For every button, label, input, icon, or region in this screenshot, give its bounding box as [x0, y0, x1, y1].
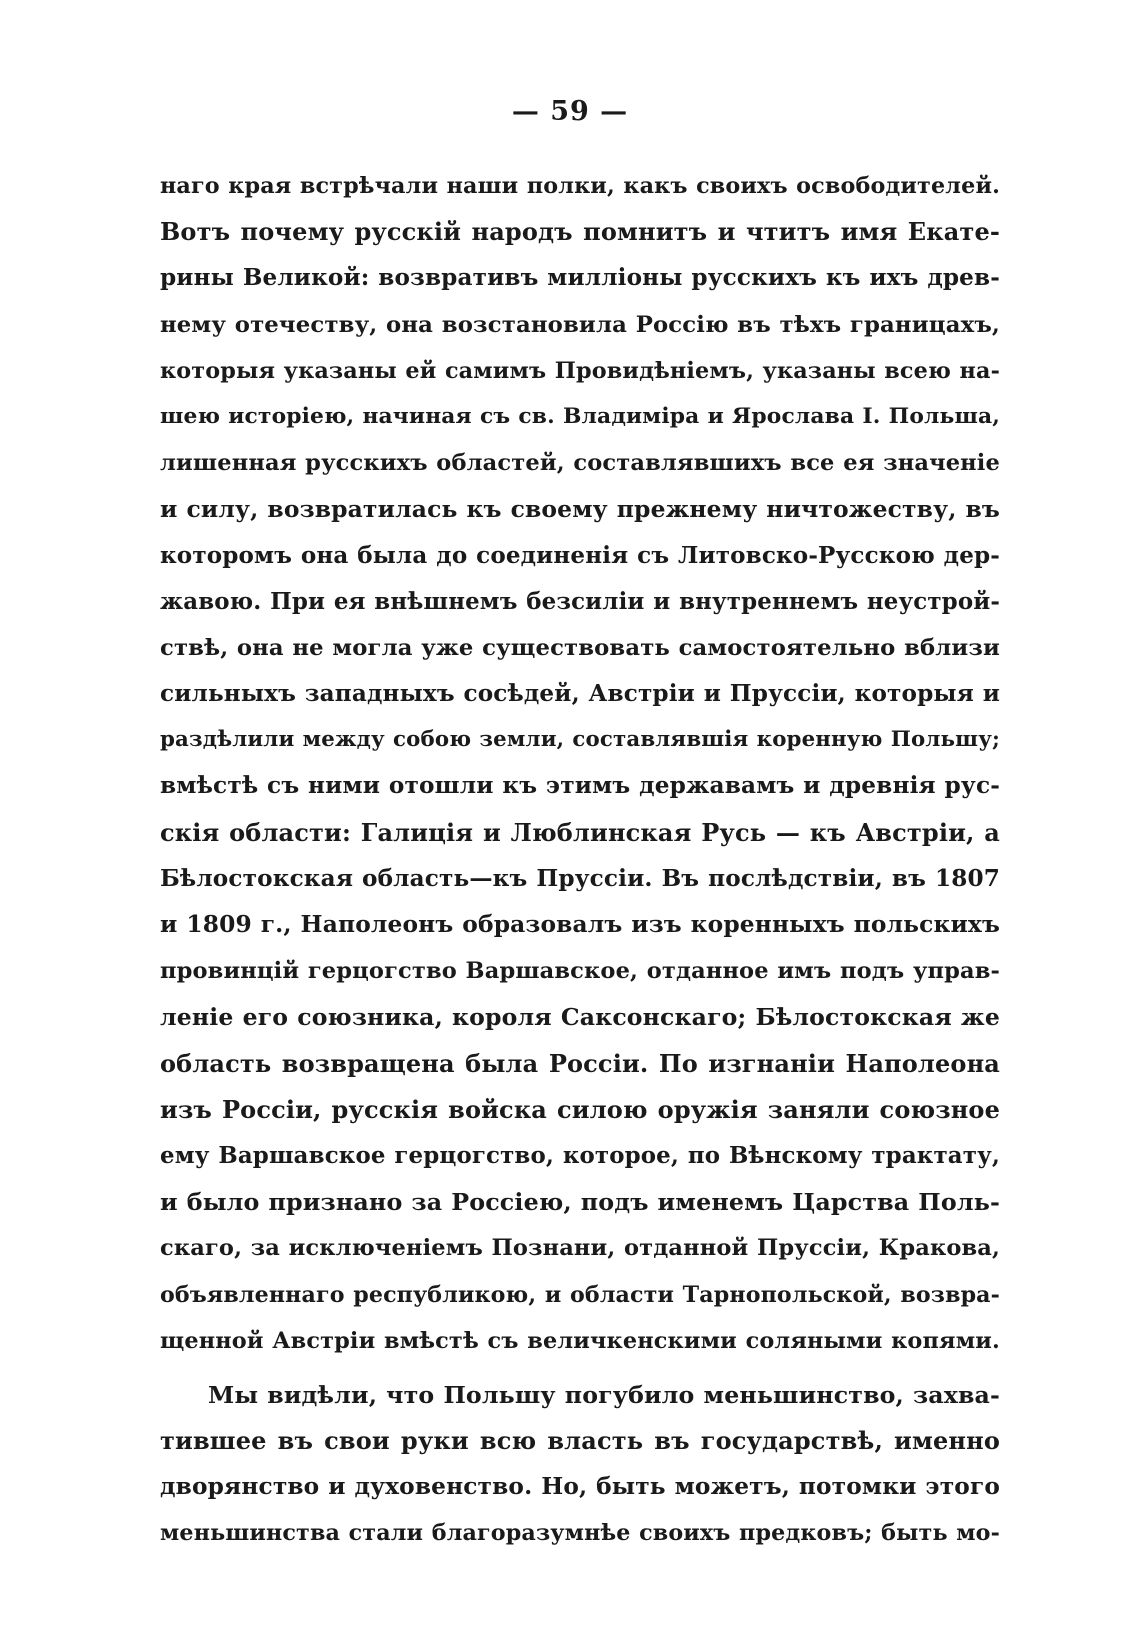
text-line: ствѣ, она не могла уже существовать самостоятельно вблизи [160, 634, 1000, 661]
text-line: и силу, возвратилась къ своему прежнему ничтожеству, въ [160, 495, 1000, 524]
text-line: которомъ она была до соединенія съ Литовско-Русскою дер- [160, 541, 1000, 569]
text-line: рины Великой: возвративъ милліоны русскихъ къ ихъ древ- [160, 264, 1000, 292]
text-line: Мы видѣли, что Польшу погубило меньшинство, захва- [208, 1380, 1000, 1409]
text-line: наго края встрѣчали наши полки, какъ своихъ освободителей. [160, 173, 1000, 199]
text-line: тившее въ свои руки всю власть въ государствѣ, именно [160, 1426, 1000, 1456]
text-line: которыя указаны ей самимъ Провидѣніемъ, указаны всею на- [160, 357, 1000, 384]
text-line: нему отечеству, она возстановила Россію въ тѣхъ границахъ, [160, 311, 1000, 338]
text-line: вмѣстѣ съ ними отошли къ этимъ державамъ и древнія рус- [160, 772, 1000, 800]
paragraph-2 [160, 1372, 1000, 1557]
text-line: сильныхъ западныхъ сосѣдей, Австріи и Пруссіи, которыя и [160, 680, 1000, 708]
text-line: дворянство и духовенство. Но, быть можетъ, потомки этого [160, 1473, 1000, 1501]
text-line: леніе его союзника, короля Саксонскаго; Бѣлостокская же [160, 1003, 1000, 1032]
text-line: провинцій герцогство Варшавское, отданное имъ подъ управ- [160, 958, 1000, 985]
text-line: ему Варшавское герцогство, которое, по Вѣнскому трактату, [160, 1142, 1000, 1169]
text-line: объявленнаго республикою, и области Тарнопольской, возвра- [160, 1281, 1000, 1308]
paragraph-1 [160, 163, 1000, 1364]
text-line: шею исторіею, начиная съ св. Владиміра и Ярослава I. Польша, [160, 403, 1000, 429]
text-line: меньшинства стали благоразумнѣе своихъ предковъ; быть мо- [160, 1520, 1000, 1547]
body-text [160, 163, 1000, 1557]
text-line: область возвращена была Россіи. По изгнаніи Наполеона [160, 1048, 1000, 1078]
text-line: щенной Австріи вмѣстѣ съ величкенскими соляными копями. [160, 1327, 1000, 1354]
text-line: скаго, за исключеніемъ Познани, отданной Пруссіи, Кракова, [160, 1235, 1000, 1262]
text-line: изъ Россіи, русскія войска силою оружія заняли союзное [160, 1094, 1000, 1124]
page-number: — 59 — [511, 96, 629, 127]
paragraph-gap [160, 1364, 1000, 1372]
text-line: жавою. При ея внѣшнемъ безсиліи и внутреннемъ неустрой- [160, 588, 1000, 615]
text-line: Вотъ почему русскій народъ помнитъ и чтитъ имя Екате- [160, 217, 1000, 247]
text-line: и было признано за Россіею, подъ именемъ Царства Поль- [160, 1188, 1000, 1217]
text-line: скія области: Галиція и Люблинская Русь — къ Австріи, а [160, 817, 1000, 847]
text-line: и 1809 г., Наполеонъ образовалъ изъ коренныхъ польскихъ [160, 911, 1000, 938]
text-line: лишенная русскихъ областей, составлявшихъ все ея значеніе [160, 450, 1000, 477]
text-line: Бѣлостокская область—къ Пруссіи. Въ послѣдствіи, въ 1807 [160, 864, 1000, 892]
text-line: раздѣлили между собою земли, составлявшія коренную Польшу; [160, 727, 1000, 753]
